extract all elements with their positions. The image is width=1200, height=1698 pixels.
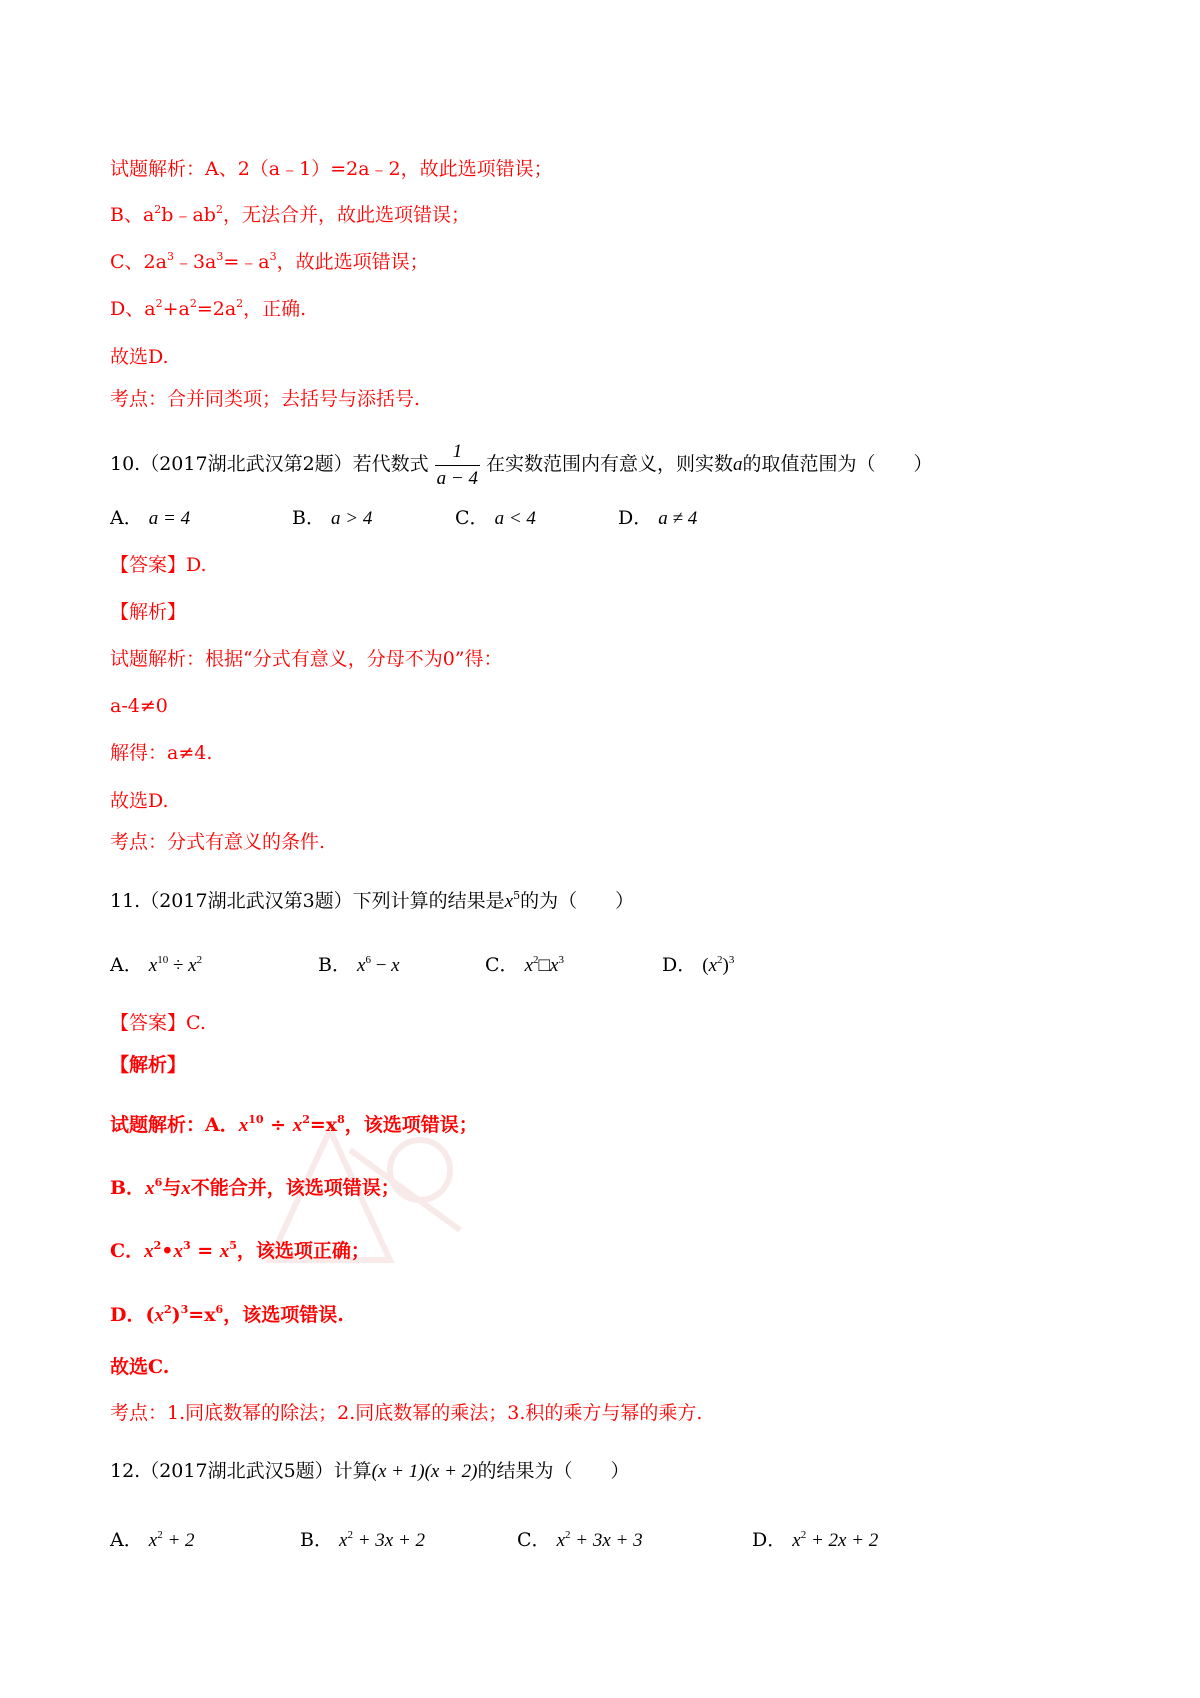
- superscript: 6: [215, 1303, 224, 1316]
- var: x: [181, 1178, 191, 1199]
- paren: (: [702, 955, 709, 976]
- watermark-stamp: [250, 1110, 480, 1280]
- text: B、a: [110, 204, 155, 226]
- q11-option-b: [318, 952, 400, 979]
- superscript: 2: [196, 954, 203, 966]
- q12-option-a: [110, 1527, 195, 1554]
- superscript: 5: [513, 889, 521, 902]
- q12-stem: [110, 1458, 630, 1485]
- q10-analysis-line-2: a-4≠0: [110, 695, 168, 717]
- q10-answer: 【答案】D.: [110, 554, 207, 576]
- text: ，故此选项错误；: [276, 251, 429, 273]
- option-value: + 2: [162, 1530, 195, 1551]
- var: x: [357, 955, 366, 976]
- text: ﹣3a: [173, 251, 217, 273]
- option-label: C．: [517, 1529, 551, 1551]
- prev-analysis-line-2: [110, 202, 470, 228]
- option-label: C．: [485, 954, 519, 976]
- prev-analysis-line-1: 试题解析：A、2（a﹣1）=2a﹣2，故此选项错误；: [110, 158, 553, 180]
- text: ，该选项错误.: [223, 1304, 344, 1326]
- q12-stem-text: 12.（2017湖北武汉5题）计算: [110, 1460, 372, 1482]
- superscript: 2: [215, 203, 223, 216]
- q11-stem-text: 11.（2017湖北武汉第3题）下列计算的结果是: [110, 890, 505, 912]
- q11-answer: 【答案】C.: [110, 1012, 206, 1034]
- option-label: A．: [110, 1529, 143, 1551]
- q11-stem-var: x: [504, 891, 514, 912]
- option-label: B．: [318, 954, 351, 976]
- var: x: [173, 1241, 183, 1262]
- q10-fraction: [435, 439, 480, 492]
- operator: ÷: [263, 1114, 293, 1136]
- superscript: 3: [728, 954, 735, 966]
- superscript: 2: [189, 297, 197, 310]
- option-label: B．: [300, 1529, 333, 1551]
- superscript: 3: [216, 250, 224, 263]
- prev-kaodian: 考点：合并同类项；去括号与添括号.: [110, 388, 421, 410]
- paren: ): [722, 955, 729, 976]
- option-value: a ≠ 4: [658, 508, 698, 529]
- q11-analysis-line-4: [110, 1302, 344, 1329]
- var: x: [550, 955, 559, 976]
- superscript: 2: [157, 1529, 163, 1541]
- q11-stem-text: 的为（ ）: [520, 890, 635, 912]
- superscript: 8: [337, 1113, 345, 1126]
- option-label: A．: [110, 507, 143, 529]
- option-label: C．: [455, 507, 489, 529]
- text: C．: [110, 1240, 145, 1262]
- operator: •: [161, 1240, 174, 1262]
- text: 试题解析：A．: [110, 1114, 239, 1136]
- q11-option-a: [110, 952, 202, 979]
- q10-option-a: [110, 505, 190, 532]
- q10-analysis-line-3: 解得：a≠4.: [110, 742, 213, 764]
- prev-analysis-line-4: [110, 296, 306, 322]
- q10-stem-var: a: [733, 454, 743, 475]
- q12-option-b: [300, 1527, 425, 1554]
- var: x: [145, 1178, 155, 1199]
- text: =﹣a: [223, 251, 270, 273]
- q10-fraction-denominator: a − 4: [435, 465, 480, 492]
- option-value: + 3x + 2: [352, 1530, 426, 1551]
- var: x: [339, 1530, 348, 1551]
- q12-option-d: [752, 1527, 878, 1554]
- superscript: 10: [248, 1113, 264, 1126]
- superscript: 2: [154, 203, 162, 216]
- prev-choice: 故选D.: [110, 346, 169, 368]
- superscript: 2: [153, 1239, 162, 1252]
- option-value: a = 4: [148, 508, 191, 529]
- q10-fraction-numerator: 1: [452, 440, 463, 462]
- q10-stem-text: 的取值范围为（ ）: [742, 453, 933, 475]
- superscript: 3: [558, 954, 564, 966]
- q11-kaodian: 考点：1.同底数幂的除法；2.同底数幂的乘法；3.积的乘方与幂的乘方.: [110, 1402, 703, 1424]
- option-label: B．: [292, 507, 325, 529]
- q12-stem-expression: (x + 1)(x + 2): [371, 1461, 478, 1482]
- text: 不能合并，该选项错误；: [190, 1177, 400, 1199]
- operator: ÷: [168, 955, 189, 976]
- q11-jiexi-title: 【解析】: [110, 1054, 187, 1076]
- superscript: 2: [717, 954, 723, 966]
- var: x: [708, 955, 718, 976]
- text: ，无法合并，故此选项错误；: [222, 204, 470, 226]
- var: x: [154, 1305, 164, 1326]
- var: x: [188, 955, 197, 976]
- text: B．: [110, 1177, 146, 1199]
- text: D．: [110, 1304, 146, 1326]
- option-label: D．: [752, 1529, 787, 1551]
- operator: =: [190, 1240, 220, 1262]
- var: x: [792, 1530, 801, 1551]
- var: x: [238, 1115, 249, 1136]
- superscript: 3: [182, 1239, 191, 1252]
- superscript: 2: [236, 297, 244, 310]
- var: x: [148, 1530, 158, 1551]
- q10-option-d: [618, 505, 697, 532]
- var: x: [556, 1530, 566, 1551]
- option-label: A．: [110, 954, 143, 976]
- paren: ): [171, 1304, 181, 1326]
- option-value: + 3x + 3: [570, 1530, 643, 1551]
- superscript: 3: [269, 250, 277, 263]
- operator: −: [370, 955, 392, 976]
- superscript: 2: [533, 954, 539, 966]
- text: D、a: [110, 298, 156, 320]
- prev-analysis-line-3: [110, 249, 429, 275]
- q10-choice: 故选D.: [110, 790, 169, 812]
- option-value: a > 4: [331, 508, 373, 529]
- text: ，该选项正确；: [236, 1240, 370, 1262]
- q11-option-d: [662, 952, 734, 979]
- superscript: 5: [229, 1239, 237, 1252]
- q10-stem: [110, 434, 933, 494]
- text: C、2a: [110, 251, 167, 273]
- q12-option-c: [517, 1527, 643, 1554]
- operator: □: [538, 955, 551, 976]
- var: x: [219, 1241, 230, 1262]
- text: 与: [162, 1177, 182, 1199]
- text: ，正确.: [243, 298, 307, 320]
- q10-option-b: [292, 505, 372, 532]
- var: x: [292, 1115, 303, 1136]
- var: x: [391, 955, 400, 976]
- superscript: 3: [180, 1303, 189, 1316]
- text: =x: [188, 1304, 216, 1326]
- superscript: 6: [154, 1176, 163, 1189]
- option-value: a < 4: [494, 508, 536, 529]
- paren: (: [145, 1304, 155, 1326]
- text: b﹣ab: [161, 204, 216, 226]
- superscript: 6: [365, 954, 371, 966]
- text: =2a: [196, 298, 237, 320]
- option-value: + 2x + 2: [806, 1530, 879, 1551]
- superscript: 10: [157, 954, 169, 966]
- superscript: 2: [155, 297, 163, 310]
- q10-kaodian: 考点：分式有意义的条件.: [110, 831, 326, 853]
- option-label: D．: [662, 954, 697, 976]
- text: ，该选项错误；: [344, 1114, 478, 1136]
- var: x: [144, 1241, 154, 1262]
- text: =x: [309, 1114, 338, 1136]
- q12-stem-text: 的结果为（ ）: [477, 1460, 630, 1482]
- q10-option-c: [455, 505, 536, 532]
- q10-analysis-line-1: 试题解析：根据“分式有意义，分母不为0”得：: [110, 648, 503, 670]
- q10-stem-text: 在实数范围内有意义，则实数: [486, 453, 734, 475]
- q10-jiexi-title: 【解析】: [110, 601, 187, 623]
- q10-stem-text: 10.（2017湖北武汉第2题）若代数式: [110, 453, 429, 475]
- superscript: 2: [163, 1303, 172, 1316]
- option-label: D．: [618, 507, 653, 529]
- q11-option-c: [485, 952, 564, 979]
- text: +a: [162, 298, 190, 320]
- superscript: 2: [347, 1529, 353, 1541]
- q11-stem: [110, 888, 634, 915]
- superscript: 2: [565, 1529, 571, 1541]
- q11-choice: 故选C.: [110, 1356, 170, 1378]
- var: x: [524, 955, 534, 976]
- var: x: [148, 955, 158, 976]
- superscript: 2: [800, 1529, 807, 1541]
- superscript: 3: [166, 250, 174, 263]
- superscript: 2: [302, 1113, 310, 1126]
